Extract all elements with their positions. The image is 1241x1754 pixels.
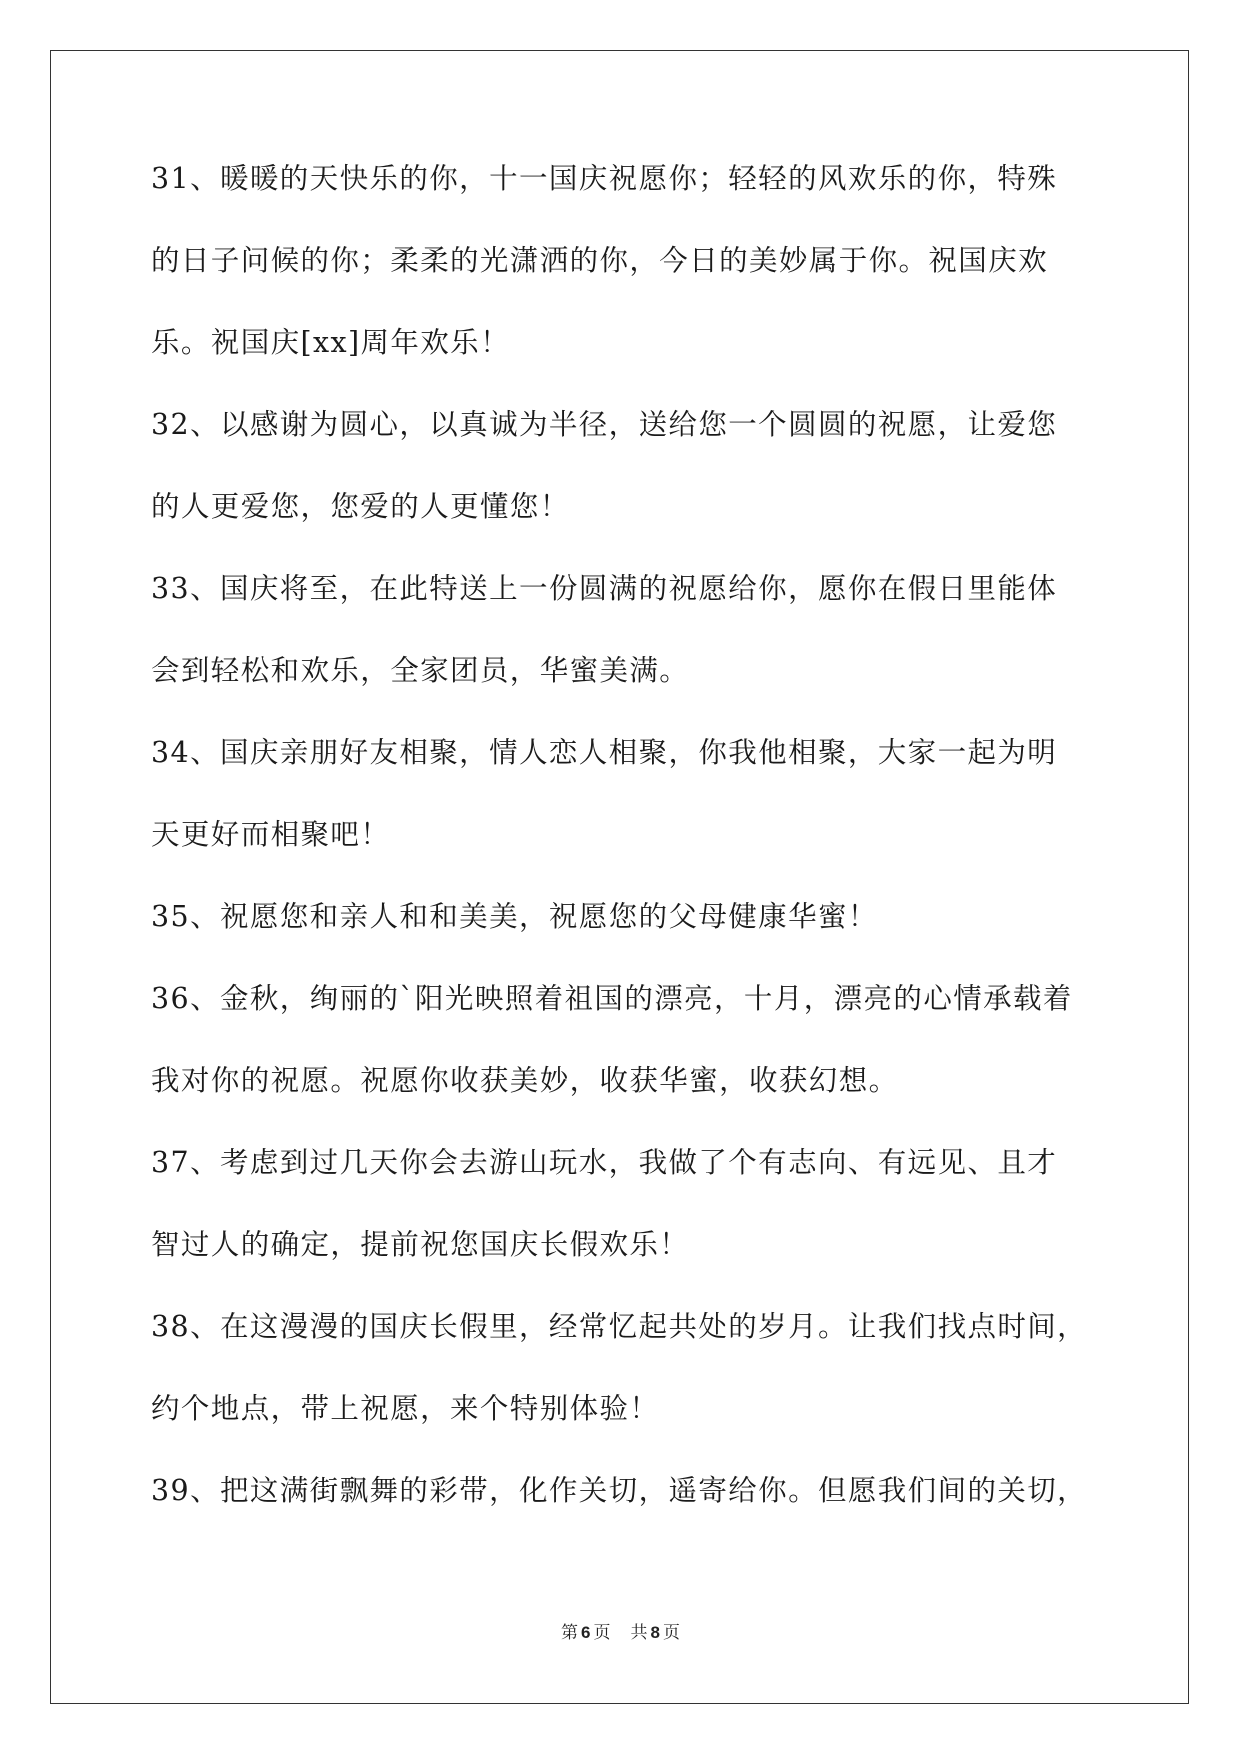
text-line: 会到轻松和欢乐，全家团员，华蜜美满。 — [151, 654, 690, 687]
text-line: 的日子问候的你；柔柔的光潇洒的你，今日的美妙属于你。祝国庆欢 — [151, 244, 1049, 277]
text-line: 36、金秋，绚丽的`阳光映照着祖国的漂亮，十月，漂亮的心情承载着 — [151, 982, 1073, 1015]
document-body — [151, 158, 1091, 1552]
page-footer — [0, 1618, 1241, 1643]
text-line: 37、考虑到过几天你会去游山玩水，我做了个有志向、有远见、且才 — [151, 1146, 1058, 1179]
text-line: 约个地点，带上祝愿，来个特别体验！ — [151, 1392, 660, 1425]
text-line: 乐。祝国庆[xx]周年欢乐！ — [151, 326, 510, 359]
total-prefix: 共 — [630, 1623, 648, 1643]
text-line: 31、暖暖的天快乐的你，十一国庆祝愿你；轻轻的风欢乐的你，特殊 — [151, 162, 1058, 195]
total-suffix: 页 — [662, 1623, 680, 1643]
text-line: 智过人的确定，提前祝您国庆长假欢乐！ — [151, 1228, 690, 1261]
page-suffix: 页 — [593, 1623, 611, 1643]
total-pages-number: 8 — [650, 1623, 660, 1642]
text-line: 天更好而相聚吧！ — [151, 818, 391, 851]
current-page-number: 6 — [581, 1623, 591, 1642]
text-line: 我对你的祝愿。祝愿你收获美妙，收获华蜜，收获幻想。 — [151, 1064, 899, 1097]
text-line: 34、国庆亲朋好友相聚，情人恋人相聚，你我他相聚，大家一起为明 — [151, 736, 1058, 769]
text-line: 32、以感谢为圆心，以真诚为半径，送给您一个圆圆的祝愿，让爱您 — [151, 408, 1058, 441]
text-line: 39、把这满街飘舞的彩带，化作关切，遥寄给你。但愿我们间的关切， — [151, 1474, 1088, 1507]
text-line: 35、祝愿您和亲人和和美美，祝愿您的父母健康华蜜！ — [151, 900, 878, 933]
text-line: 38、在这漫漫的国庆长假里，经常忆起共处的岁月。让我们找点时间， — [151, 1310, 1088, 1343]
text-line: 33、国庆将至，在此特送上一份圆满的祝愿给你，愿你在假日里能体 — [151, 572, 1058, 605]
text-line: 的人更爱您，您爱的人更懂您！ — [151, 490, 570, 523]
page-prefix: 第 — [561, 1623, 579, 1643]
